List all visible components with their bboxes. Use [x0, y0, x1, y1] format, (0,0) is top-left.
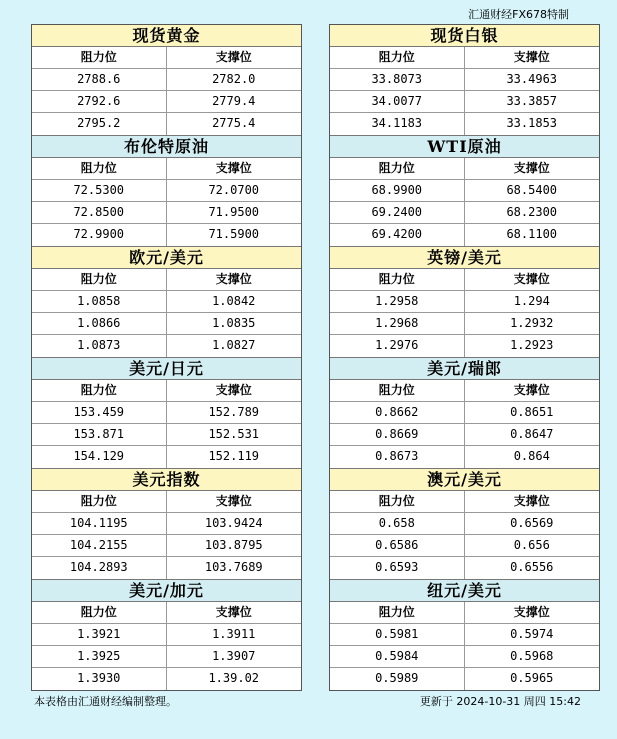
table-row [32, 113, 301, 135]
table-row [330, 535, 599, 557]
support-value: 33.3857 [506, 94, 558, 108]
support-value: 1.0835 [212, 316, 256, 330]
table-row [330, 668, 599, 690]
resistance-header: 阻力位 [330, 158, 465, 179]
instrument-title: WTI原油 [330, 136, 599, 158]
support-header: 支撑位 [215, 494, 252, 508]
table-row [330, 624, 599, 646]
support-value: 1.3907 [212, 649, 256, 663]
resistance-value: 0.658 [330, 513, 465, 534]
instrument-section [32, 580, 301, 690]
support-value: 0.8651 [510, 405, 554, 419]
instrument-section [330, 136, 599, 247]
table-row [330, 335, 599, 357]
resistance-header: 阻力位 [330, 47, 465, 68]
support-header: 支撑位 [513, 161, 550, 175]
resistance-value: 0.8673 [330, 446, 465, 468]
support-header: 支撑位 [513, 605, 550, 619]
table-row [330, 202, 599, 224]
resistance-value: 153.459 [32, 402, 167, 423]
resistance-header: 阻力位 [32, 602, 167, 623]
instrument-title: 现货白银 [330, 25, 599, 47]
resistance-value: 1.3925 [32, 646, 167, 667]
table-row [32, 557, 301, 579]
table-row [330, 113, 599, 135]
resistance-value: 104.1195 [32, 513, 167, 534]
table-row [32, 513, 301, 535]
table-row [32, 402, 301, 424]
support-value: 152.531 [208, 427, 260, 441]
resistance-value: 1.0866 [32, 313, 167, 334]
support-header: 支撑位 [513, 494, 550, 508]
support-value: 71.5900 [208, 227, 260, 241]
table-row [330, 224, 599, 246]
resistance-value: 1.0873 [32, 335, 167, 357]
support-value: 0.5974 [510, 627, 554, 641]
resistance-value: 104.2155 [32, 535, 167, 556]
resistance-header: 阻力位 [330, 380, 465, 401]
table-row [32, 335, 301, 357]
resistance-value: 0.8662 [330, 402, 465, 423]
column-header-row [330, 380, 599, 402]
instrument-section [32, 247, 301, 358]
table-row [32, 624, 301, 646]
support-header: 支撑位 [513, 50, 550, 64]
column-header-row [32, 47, 301, 69]
instrument-section [330, 247, 599, 358]
instrument-title: 纽元/美元 [330, 580, 599, 602]
resistance-value: 69.4200 [330, 224, 465, 246]
resistance-value: 0.5989 [330, 668, 465, 690]
instrument-title: 欧元/美元 [32, 247, 301, 269]
instrument-section [330, 469, 599, 580]
resistance-value: 104.2893 [32, 557, 167, 579]
table-row [330, 557, 599, 579]
table-row [32, 535, 301, 557]
resistance-value: 2792.6 [32, 91, 167, 112]
table-row [330, 646, 599, 668]
support-header: 支撑位 [513, 272, 550, 286]
resistance-value: 34.0077 [330, 91, 465, 112]
table-row [32, 69, 301, 91]
support-value: 0.6556 [510, 560, 554, 574]
resistance-header: 阻力位 [32, 47, 167, 68]
table-row [330, 402, 599, 424]
resistance-value: 33.8073 [330, 69, 465, 90]
instrument-title: 英镑/美元 [330, 247, 599, 269]
table-row [330, 69, 599, 91]
instrument-section [330, 25, 599, 136]
table-row [330, 446, 599, 468]
table-row [32, 424, 301, 446]
column-header-row [330, 269, 599, 291]
support-value: 2782.0 [212, 72, 256, 86]
instrument-section [32, 358, 301, 469]
support-value: 103.9424 [204, 516, 263, 530]
resistance-value: 2788.6 [32, 69, 167, 90]
support-value: 1.3911 [212, 627, 256, 641]
column-header-row [330, 158, 599, 180]
table-row [32, 446, 301, 468]
table-row [330, 313, 599, 335]
support-value: 0.5965 [510, 671, 554, 685]
resistance-header: 阻力位 [330, 269, 465, 290]
support-header: 支撑位 [215, 272, 252, 286]
support-value: 1.0842 [212, 294, 256, 308]
table-row [32, 291, 301, 313]
column-header-row [32, 602, 301, 624]
footer-note: 本表格由汇通财经编制整理。 [34, 695, 177, 708]
resistance-header: 阻力位 [32, 158, 167, 179]
support-value: 152.119 [208, 449, 260, 463]
right-column [329, 24, 600, 691]
instrument-title: 美元/日元 [32, 358, 301, 380]
left-column [31, 24, 302, 691]
table-row [330, 513, 599, 535]
resistance-value: 72.8500 [32, 202, 167, 223]
support-value: 0.864 [513, 449, 550, 463]
resistance-value: 0.6586 [330, 535, 465, 556]
table-row [330, 180, 599, 202]
support-value: 0.5968 [510, 649, 554, 663]
support-value: 68.5400 [506, 183, 558, 197]
resistance-header: 阻力位 [32, 269, 167, 290]
support-value: 1.294 [513, 294, 550, 308]
resistance-value: 0.5981 [330, 624, 465, 645]
support-value: 0.656 [513, 538, 550, 552]
instrument-title: 美元/加元 [32, 580, 301, 602]
support-value: 1.0827 [212, 338, 256, 352]
support-value: 103.8795 [204, 538, 263, 552]
resistance-value: 68.9900 [330, 180, 465, 201]
resistance-value: 1.0858 [32, 291, 167, 312]
table-row [32, 202, 301, 224]
resistance-header: 阻力位 [330, 602, 465, 623]
support-value: 33.1853 [506, 116, 558, 130]
resistance-value: 0.8669 [330, 424, 465, 445]
column-header-row [32, 158, 301, 180]
support-value: 0.8647 [510, 427, 554, 441]
column-header-row [32, 491, 301, 513]
support-value: 2775.4 [212, 116, 256, 130]
support-value: 1.39.02 [208, 671, 260, 685]
table-row [32, 668, 301, 690]
instrument-title: 美元指数 [32, 469, 301, 491]
table-row [330, 424, 599, 446]
column-header-row [330, 47, 599, 69]
support-header: 支撑位 [215, 161, 252, 175]
support-value: 72.0700 [208, 183, 260, 197]
resistance-value: 1.2968 [330, 313, 465, 334]
support-value: 33.4963 [506, 72, 558, 86]
table-row [32, 224, 301, 246]
resistance-value: 1.3921 [32, 624, 167, 645]
support-value: 68.1100 [506, 227, 558, 241]
support-header: 支撑位 [215, 383, 252, 397]
support-value: 68.2300 [506, 205, 558, 219]
resistance-header: 阻力位 [32, 491, 167, 512]
column-header-row [330, 491, 599, 513]
instrument-section [330, 580, 599, 690]
resistance-value: 1.2958 [330, 291, 465, 312]
instrument-section [330, 358, 599, 469]
instrument-title: 美元/瑞郎 [330, 358, 599, 380]
column-header-row [330, 602, 599, 624]
resistance-value: 2795.2 [32, 113, 167, 135]
resistance-value: 0.6593 [330, 557, 465, 579]
resistance-value: 153.871 [32, 424, 167, 445]
resistance-value: 0.5984 [330, 646, 465, 667]
column-header-row [32, 380, 301, 402]
support-value: 1.2932 [510, 316, 554, 330]
resistance-value: 72.5300 [32, 180, 167, 201]
table-row [32, 91, 301, 113]
support-value: 152.789 [208, 405, 260, 419]
support-value: 0.6569 [510, 516, 554, 530]
instrument-section [32, 136, 301, 247]
support-header: 支撑位 [215, 50, 252, 64]
credit-label: 汇通财经FX678特制 [468, 8, 569, 21]
footer-updated: 更新于 2024-10-31 周四 15:42 [419, 695, 581, 708]
table-row [32, 313, 301, 335]
resistance-value: 1.3930 [32, 668, 167, 690]
resistance-value: 1.2976 [330, 335, 465, 357]
resistance-value: 69.2400 [330, 202, 465, 223]
table-row [330, 91, 599, 113]
support-value: 71.9500 [208, 205, 260, 219]
resistance-value: 154.129 [32, 446, 167, 468]
table-row [330, 291, 599, 313]
table-row [32, 180, 301, 202]
resistance-header: 阻力位 [330, 491, 465, 512]
column-header-row [32, 269, 301, 291]
support-header: 支撑位 [215, 605, 252, 619]
instrument-title: 布伦特原油 [32, 136, 301, 158]
instrument-title: 澳元/美元 [330, 469, 599, 491]
resistance-header: 阻力位 [32, 380, 167, 401]
instrument-section [32, 469, 301, 580]
resistance-value: 34.1183 [330, 113, 465, 135]
resistance-value: 72.9900 [32, 224, 167, 246]
support-value: 1.2923 [510, 338, 554, 352]
instrument-title: 现货黄金 [32, 25, 301, 47]
support-header: 支撑位 [513, 383, 550, 397]
instrument-section [32, 25, 301, 136]
support-value: 2779.4 [212, 94, 256, 108]
table-row [32, 646, 301, 668]
support-value: 103.7689 [204, 560, 263, 574]
